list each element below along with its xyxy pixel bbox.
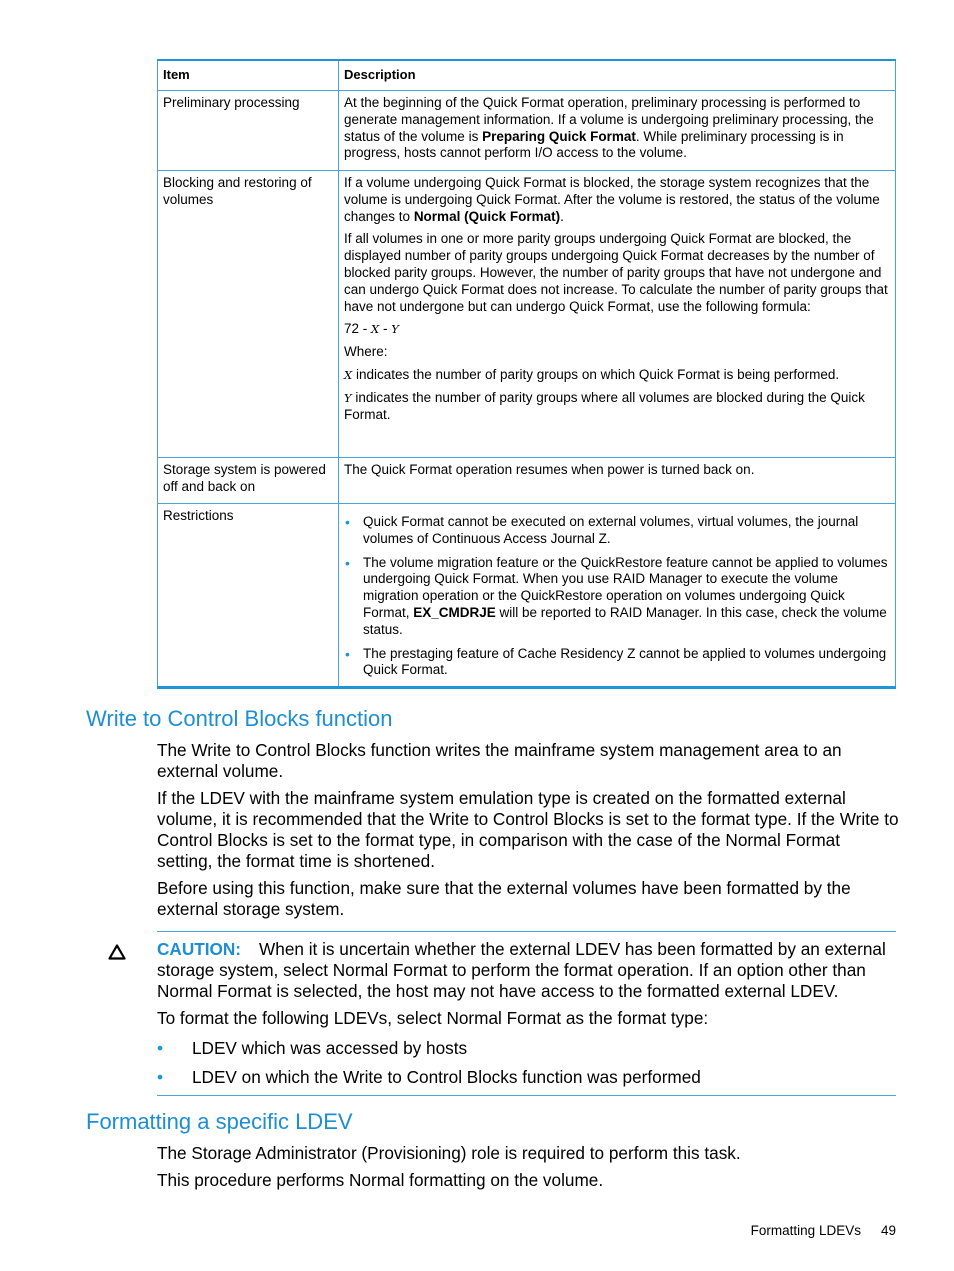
paragraph: Before using this function, make sure that the external volumes have been formatted by the external storage system.: [157, 878, 851, 919]
list-item: • Quick Format cannot be executed on external volumes, virtual volumes, the journal volumes of Continuous Access Journal Z.: [345, 514, 859, 546]
header-item: Item: [158, 60, 339, 91]
status-text: Preparing Quick Format: [482, 128, 636, 144]
status-text: Normal (Quick Format): [413, 208, 561, 224]
x-definition: X indicates the number of parity groups on which Quick Format is being performed.: [344, 366, 840, 382]
paragraph: To format the following LDEVs, select Normal Format as the format type:: [157, 1008, 709, 1028]
bullet-icon: •: [157, 1067, 164, 1087]
table-cell-description: [339, 504, 896, 688]
table-row: [158, 504, 896, 688]
paragraph: The Write to Control Blocks function writes the mainframe system management area to an external volume.: [157, 740, 842, 781]
header-description: Description: [339, 60, 896, 91]
restrictions-list: [344, 514, 890, 679]
list-item: • LDEV on which the Write to Control Blocks function was performed: [157, 1067, 701, 1087]
bullet-icon: •: [345, 514, 350, 530]
table-cell-item: Storage system is powered off and back on: [158, 458, 339, 504]
caution-bottom-rule: [157, 1095, 896, 1096]
table-cell-item: Blocking and restoring of volumes: [158, 171, 339, 458]
table-cell-description: [339, 171, 896, 458]
where-label: Where:: [344, 344, 388, 360]
caution-triangle-icon: [108, 944, 126, 960]
caution-top-rule: [157, 931, 896, 932]
table-cell-description: The Quick Format operation resumes when power is turned back on.: [339, 458, 896, 504]
y-definition: Y indicates the number of parity groups where all volumes are blocked during the Quick Format.: [344, 389, 865, 422]
table-row: [158, 171, 896, 458]
bullet-icon: •: [345, 554, 350, 571]
list-item: • The prestaging feature of Cache Residency Z cannot be applied to volumes undergoing Quick Format.: [345, 645, 887, 678]
bullet-icon: •: [157, 1038, 164, 1058]
description-text: If a volume undergoing Quick Format is blocked, the storage system recognizes that the volume is undergoing Quick Format. After the volume is restored, the status of the volume changes to Normal (Quick Format).: [344, 175, 880, 224]
table-header-row: [158, 60, 896, 91]
caution-label: CAUTION:: [157, 939, 242, 959]
footer-section-title: Formatting LDEVs: [750, 1223, 861, 1238]
table-cell-description: [339, 91, 896, 171]
paragraph: This procedure performs Normal formatting on the volume.: [157, 1170, 604, 1190]
table-cell-item: Restrictions: [158, 504, 339, 688]
paragraph: The Storage Administrator (Provisioning) role is required to perform this task.: [157, 1143, 741, 1163]
section-heading-formatting-specific-ldev: Formatting a specific LDEV: [86, 1109, 353, 1134]
section-heading-write-to-control-blocks: Write to Control Blocks function: [86, 706, 393, 731]
formula: 72 - X - Y: [344, 321, 399, 337]
caution-text: CAUTION: When it is uncertain whether the external LDEV has been formatted by an external storage system, select Normal Format to perform the format operation. If an option other than Normal Format is selected, the host may not have access to the formatted external LDEV.: [157, 939, 886, 1001]
bullet-icon: •: [345, 645, 350, 662]
description-text: If all volumes in one or more parity groups undergoing Quick Format are blocked, the displayed number of parity groups undergoing Quick Format decreases by the number of blocked parity groups. However, the number of parity groups that have not undergone and can undergo Quick Format does not increase. To calculate the number of parity groups that have not undergone but can undergo Quick Format, use the following formula:: [344, 231, 888, 314]
quick-format-table: [157, 59, 896, 689]
page-footer: [751, 1223, 896, 1238]
table-row: [158, 91, 896, 171]
table-cell-item: Preliminary processing: [158, 91, 339, 171]
page-number: 49: [880, 1223, 896, 1238]
error-code: EX_CMDRJE: [413, 604, 496, 620]
list-item: • LDEV which was accessed by hosts: [157, 1038, 468, 1058]
table-row: [158, 458, 896, 504]
paragraph: If the LDEV with the mainframe system emulation type is created on the formatted external volume, it is recommended that the Write to Control Blocks is set to the format type. If the Write to Control Blocks is set to the format type, in comparison with the case of the Normal Format setting, the format time is shortened.: [157, 788, 899, 871]
list-item: • The volume migration feature or the QuickRestore feature cannot be applied to volumes undergoing Quick Format. When you use RAID Manager to execute the volume migration operation or the QuickRestore operation on volumes undergoing Quick Format, EX_CMDRJE will be reported to RAID Manager. In this case, check the volume status.: [345, 554, 888, 637]
description-text: At the beginning of the Quick Format operation, preliminary processing is performed to generate management information. If a volume is undergoing preliminary processing, the status of the volume is Preparing Quick Format. While preliminary processing is in progress, hosts cannot perform I/O access to the volume.: [344, 95, 874, 161]
